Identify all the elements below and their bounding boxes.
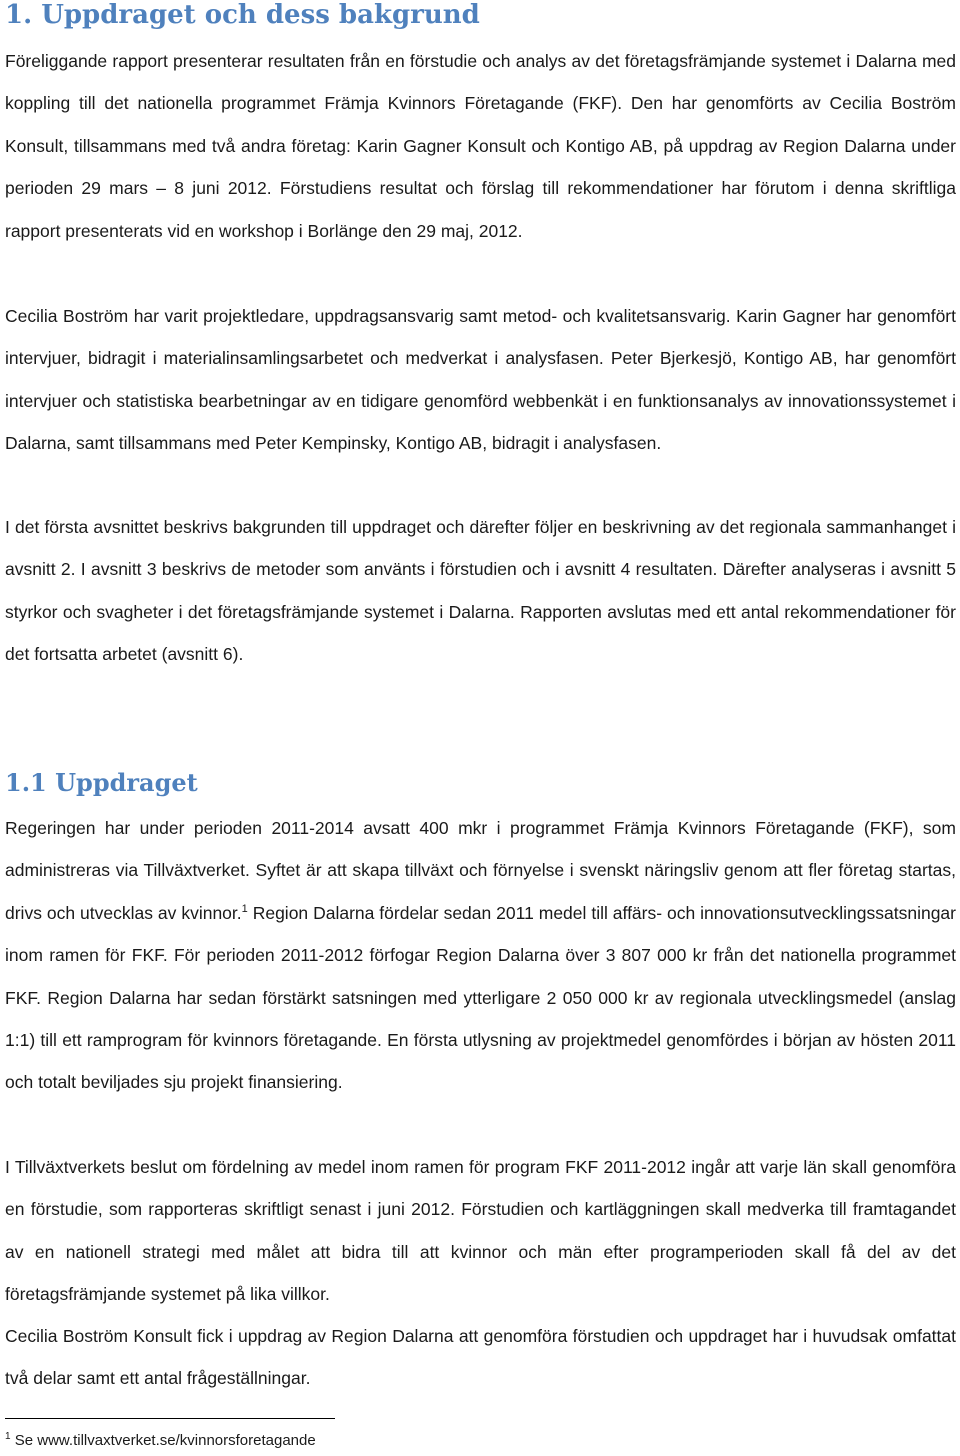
footnote-reference[interactable]: 1 — [241, 902, 248, 915]
paragraph-assignment — [5, 807, 956, 1104]
paragraph-assignment-part1: Regeringen har under perioden 2011-2014 avsatt 400 mkr i programmet Främja Kvinnors Företagande (FKF), som administreras via Tillväxtverket. Syftet är att skapa tillväxt och förnyelse i svenskt näringsliv genom att fler företag startas, drivs och utvecklas av kvinnor. — [5, 818, 956, 923]
paragraph-team: Cecilia Boström har varit projektledare, uppdragsansvarig samt metod- och kvalitetsansvarig. Karin Gagner har genomfört intervjuer, bidragit i materialinsamlingsarbetet och medverkat i analysfasen. Peter Bjerkesjö, Kontigo AB, har genomfört intervjuer och statistiska bearbetningar av en tidigare genomförd webbenkät i en funktionsanalys av innovationssystemet i Dalarna, samt tillsammans med Peter Kempinsky, Kontigo AB, bidragit i analysfasen. — [5, 306, 956, 454]
paragraph-commission: Cecilia Boström Konsult fick i uppdrag av Region Dalarna att genomföra förstudien och uppdraget har i huvudsak omfattat två delar samt ett antal frågeställningar. — [5, 1326, 956, 1389]
subsection-heading: 1.1 Uppdraget — [5, 768, 198, 797]
footnote-number: 1 — [5, 1431, 11, 1442]
paragraph-assignment-part2: Region Dalarna fördelar sedan 2011 medel till affärs- och innovationsutvecklingssatsningar inom ramen för FKF. För perioden 2011-2012 förfogar Region Dalarna över 3 807 000 kr från det nationella programmet FKF. Region Dalarna har sedan förstärkt satsningen med ytterligare 2 050 000 kr av regionala utvecklingsmedel (anslag 1:1) till ett ramprogram för kvinnors företagande. En första utlysning av projektmedel genomfördes i början av hösten 2011 och totalt beviljades sju projekt finansiering. — [5, 902, 956, 1093]
footnote-divider — [5, 1418, 335, 1419]
paragraph-intro: Föreliggande rapport presenterar resultaten från en förstudie och analys av det företagsfrämjande systemet i Dalarna med koppling till det nationella programmet Främja Kvinnors Företagande (FKF). Den har genomförts av Cecilia Boström Konsult, tillsammans med två andra företag: Karin Gagner Konsult och Kontigo AB, på uppdrag av Region Dalarna under perioden 29 mars – 8 juni 2012. Förstudiens resultat och förslag till rekommendationer har förutom i denna skriftliga rapport presenterats vid en workshop i Borlänge den 29 maj, 2012. — [5, 51, 956, 241]
footnote-link[interactable]: Se www.tillvaxtverket.se/kvinnorsforetagande — [10, 1432, 316, 1449]
paragraph-decision: I Tillväxtverkets beslut om fördelning av medel inom ramen för program FKF 2011-2012 ingår att varje län skall genomföra en förstudie, som rapporteras skriftligt senast i juni 2012. Förstudien och kartläggningen skall medverka till framtagandet av en nationell strategi med målet att bidra till att kvinnor och män efter programperioden skall få del av det företagsfrämjande systemet på lika villkor. — [5, 1157, 956, 1305]
footnote — [5, 1428, 316, 1454]
paragraph-outline: I det första avsnittet beskrivs bakgrunden till uppdraget och därefter följer en beskrivning av det regionala sammanhanget i avsnitt 2. I avsnitt 3 beskrivs de metoder som använts i förstudien och i avsnitt 4 resultaten. Därefter analyseras i avsnitt 5 styrkor och svagheter i det företagsfrämjande systemet i Dalarna. Rapporten avslutas med ett antal rekommendationer för det fortsatta arbetet (avsnitt 6). — [5, 517, 956, 665]
section-heading: 1. Uppdraget och dess bakgrund — [5, 0, 480, 30]
